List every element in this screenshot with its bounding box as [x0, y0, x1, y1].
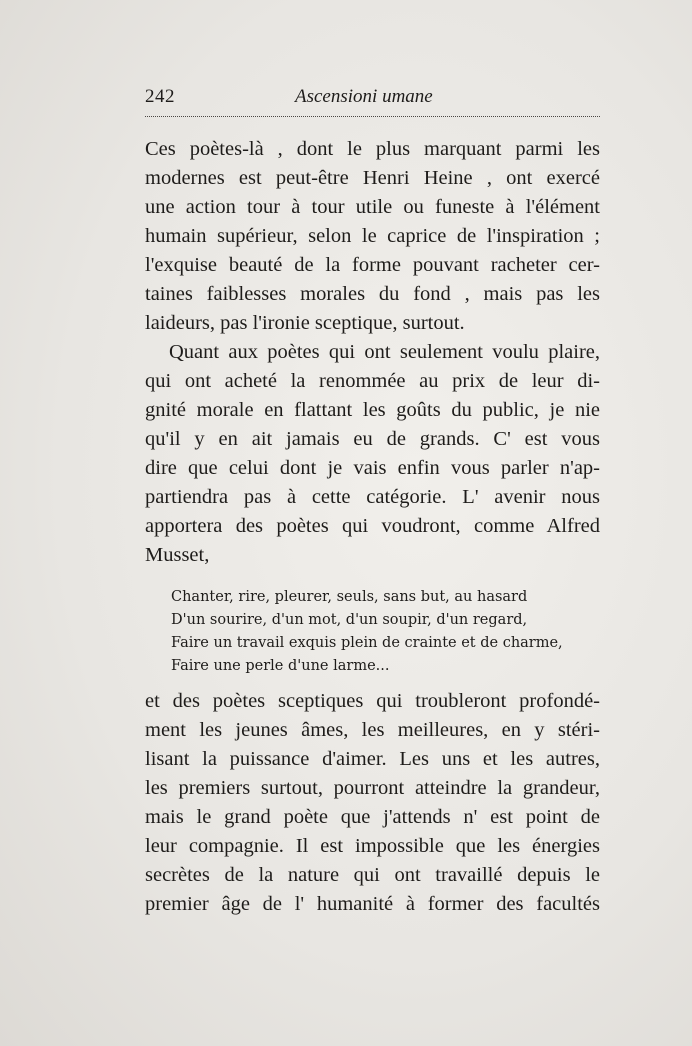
- text-line: dire que celui dont je vais enfin vous parler n'ap-: [145, 457, 600, 479]
- text-line: qu'il y en ait jamais eu de grands. C' est vous: [145, 428, 600, 450]
- page-header: [145, 86, 600, 118]
- paragraph-3: [145, 687, 600, 919]
- running-title: Ascensioni umane: [295, 86, 433, 107]
- header-rule: [145, 116, 600, 117]
- text-line: et des poètes sceptiques qui troubleront profondé-: [145, 690, 600, 712]
- text-line: Ces poètes-là , dont le plus marquant parmi les: [145, 138, 600, 160]
- verse-quotation: [171, 586, 563, 678]
- paragraph-2: [145, 338, 600, 570]
- text-line: modernes est peut-être Henri Heine , ont exercé: [145, 167, 600, 189]
- text-line: l'exquise beauté de la forme pouvant racheter cer-: [145, 254, 600, 276]
- text-line: les premiers surtout, pourront atteindre la grandeur,: [145, 777, 600, 799]
- page-number: 242: [145, 86, 175, 107]
- paragraph-1: [145, 135, 600, 338]
- verse-line: Chanter, rire, pleurer, seuls, sans but, au hasard: [171, 589, 528, 605]
- text-line: une action tour à tour utile ou funeste à l'élément: [145, 196, 600, 218]
- text-line: Quant aux poètes qui ont seulement voulu plaire,: [169, 341, 600, 363]
- text-line: ment les jeunes âmes, les meilleures, en y stéri-: [145, 719, 600, 741]
- text-line: apportera des poètes qui voudront, comme Alfred: [145, 515, 600, 537]
- text-line: laideurs, pas l'ironie sceptique, surtout.: [145, 312, 465, 334]
- verse-line: Faire un travail exquis plein de crainte et de charme,: [171, 635, 563, 651]
- text-line: partiendra pas à cette catégorie. L' avenir nous: [145, 486, 600, 508]
- text-line: mais le grand poète que j'attends n' est point de: [145, 806, 600, 828]
- text-line: premier âge de l' humanité à former des facultés: [145, 893, 600, 915]
- text-line: leur compagnie. Il est impossible que les énergies: [145, 835, 600, 857]
- text-line: secrètes de la nature qui ont travaillé depuis le: [145, 864, 600, 886]
- verse-line: D'un sourire, d'un mot, d'un soupir, d'un regard,: [171, 612, 528, 628]
- text-line: lisant la puissance d'aimer. Les uns et les autres,: [145, 748, 600, 770]
- text-line: Musset,: [145, 544, 210, 566]
- text-line: humain supérieur, selon le caprice de l'inspiration ;: [145, 225, 600, 247]
- verse-line: Faire une perle d'une larme...: [171, 658, 390, 674]
- text-line: qui ont acheté la renommée au prix de leur di-: [145, 370, 600, 392]
- text-line: taines faiblesses morales du fond , mais pas les: [145, 283, 600, 305]
- text-line: gnité morale en flattant les goûts du public, je nie: [145, 399, 600, 421]
